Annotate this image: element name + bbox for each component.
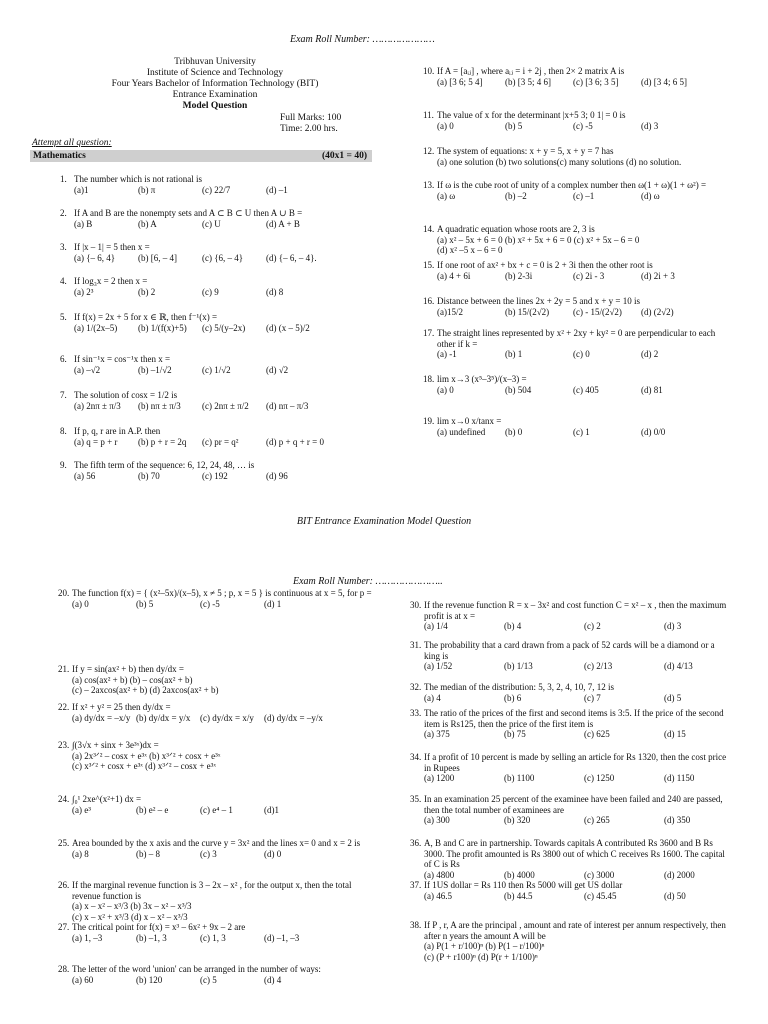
answer-option[interactable]: (a) –√2 <box>74 364 101 375</box>
answer-option[interactable]: (d) 50 <box>664 890 686 901</box>
section-bar <box>30 150 372 162</box>
question-text: Distance between the lines 2x + 2y = 5 and x + y = 10 is <box>437 296 641 306</box>
question-item <box>60 242 380 263</box>
answer-option[interactable]: (a) one solution (b) two solutions(c) many solutions (d) no solution. <box>437 156 682 167</box>
question-item <box>410 640 730 672</box>
answer-option[interactable]: (d) 1150 <box>664 773 695 784</box>
question-text: The fifth term of the sequence: 6, 12, 24, 48, … is <box>74 460 255 470</box>
question-text: If the revenue function R = x – 3x² and cost function C = x² – x , then the maximum profit is at x = <box>424 600 727 621</box>
answer-option[interactable]: (a) q = p + r <box>74 436 118 447</box>
answer-option[interactable]: (d) (2√2) <box>641 306 674 317</box>
answer-option[interactable]: (c) 2 <box>584 621 601 632</box>
question-text: If the marginal revenue function is 3 – 2x – x² , for the output x, then the total revenue function is <box>72 880 352 901</box>
question-item <box>423 416 723 437</box>
question-text: A, B and C are in partnership. Towards capitals A contributed Rs 3600 and B Rs 3000. The profit amounted is Rs 3800 out of which C receives Rs 1600. The capital of C is Rs <box>424 838 725 870</box>
answer-option[interactable]: (c) -5 <box>200 598 220 609</box>
answer-option[interactable]: (c) - 15/(2√2) <box>573 306 622 317</box>
question-item <box>60 460 380 481</box>
question-item <box>410 838 730 880</box>
answer-option[interactable]: (a) 8 <box>72 848 89 859</box>
question-number: 10. <box>423 66 435 76</box>
question-item <box>60 276 380 297</box>
question-text: If log₃x = 2 then x = <box>74 276 148 286</box>
answer-option[interactable]: (d) nπ – π/3 <box>266 400 309 411</box>
answer-option[interactable]: (b) 44.5 <box>504 890 533 901</box>
answer-option[interactable]: (c) 2nπ ± π/2 <box>202 400 249 411</box>
question-text: If p, q, r are in A.P. then <box>74 426 161 436</box>
question-item <box>58 588 378 609</box>
answer-option[interactable]: (b) 2-3i <box>505 270 533 281</box>
question-number: 8. <box>60 426 67 436</box>
question-item <box>60 354 380 375</box>
question-item <box>423 260 723 281</box>
answer-option[interactable]: (c) 3 <box>200 848 217 859</box>
question-text: A quadratic equation whose roots are 2, 3 is <box>437 224 595 234</box>
answer-option[interactable]: (d) 4/13 <box>664 661 693 672</box>
question-item <box>60 312 380 333</box>
question-item <box>410 708 730 740</box>
question-number: 35. <box>410 794 422 804</box>
header-line: Entrance Examination <box>172 90 258 100</box>
answer-option[interactable]: (a) 4 <box>424 692 441 703</box>
answer-option[interactable]: (b) 70 <box>138 470 160 481</box>
answer-option[interactable]: (c) 265 <box>584 815 610 826</box>
answer-option[interactable]: (d)1 <box>264 804 279 815</box>
question-text: If A = [aᵢⱼ] , where aᵢⱼ = i + 2j , then 2× 2 matrix A is <box>437 66 625 76</box>
question-item <box>410 880 730 901</box>
answer-option[interactable]: (d) 0 <box>264 848 282 859</box>
answer-option[interactable]: (c) 9 <box>202 286 219 297</box>
answer-option[interactable]: (c) e⁴ – 1 <box>200 804 233 815</box>
answer-option[interactable]: (d) 1 <box>264 598 282 609</box>
question-text: ∫(3√x + sinx + 3e³ˣ)dx = <box>72 740 159 750</box>
answer-option[interactable]: (d) ω <box>641 190 660 201</box>
question-number: 36. <box>410 838 422 848</box>
question-item <box>410 682 730 703</box>
answer-option[interactable]: (c) 1 <box>573 426 590 437</box>
answer-option[interactable]: (a) 2nπ ± π/3 <box>74 400 121 411</box>
question-number: 37. <box>410 880 422 890</box>
question-text: If A and B are the nonempty sets and A ⊂ B ⊂ U then A ∪ B = <box>74 208 303 218</box>
answer-option[interactable]: (b) 120 <box>136 974 163 985</box>
answer-option[interactable]: (d) 2 <box>641 349 659 360</box>
answer-option[interactable]: (a) undefined <box>437 426 486 437</box>
answer-option[interactable]: (d) 2i + 3 <box>641 270 675 281</box>
question-number: 25. <box>58 838 70 848</box>
question-text: If sin⁻¹x = cos⁻¹x then x = <box>74 354 171 364</box>
answer-option[interactable]: (a) 56 <box>74 470 96 481</box>
answer-option[interactable]: (b) – 8 <box>136 848 160 859</box>
answer-option[interactable]: (c) pr = q² <box>202 436 239 447</box>
answer-option[interactable]: (c) 5 <box>200 974 217 985</box>
answer-option[interactable]: (b) [6, – 4] <box>138 252 177 263</box>
answer-option[interactable]: (b) 4000 <box>504 869 535 880</box>
answer-option[interactable]: (b) 0 <box>505 426 523 437</box>
question-number: 6. <box>60 354 67 364</box>
answer-option[interactable]: (c) dy/dx = x/y <box>200 712 254 723</box>
answer-option[interactable]: (a) 1/(2x–5) <box>74 322 118 333</box>
question-text: If f(x) = 2x + 5 for x ∈ ℝ, then f⁻¹(x) = <box>74 312 218 322</box>
answer-option[interactable]: (b) dy/dx = y/x <box>136 712 191 723</box>
answer-option[interactable]: (a) [3 6; 5 4] <box>437 76 483 87</box>
question-item <box>58 664 378 696</box>
answer-option[interactable]: (a) 0 <box>437 120 454 131</box>
answer-option[interactable]: (a)1 <box>74 184 89 195</box>
answer-option[interactable]: (a) 4 + 6i <box>437 270 471 281</box>
answer-option[interactable]: (b) 15/(2√2) <box>505 306 550 317</box>
answer-option[interactable]: (b) 504 <box>505 384 532 395</box>
answer-option[interactable]: (b) 1100 <box>504 773 535 784</box>
question-number: 28. <box>58 964 70 974</box>
question-item <box>410 920 730 962</box>
question-text: If 1US dollar = Rs 110 then Rs 5000 will get US dollar <box>424 880 623 890</box>
answer-option[interactable]: (c) -5 <box>573 120 593 131</box>
answer-option[interactable]: (c) 1, 3 <box>200 932 226 943</box>
answer-option[interactable]: (b) p + r = 2q <box>138 436 187 447</box>
question-number: 23. <box>58 740 70 750</box>
question-text: ∫₀¹ 2xe^(x²+1) dx = <box>72 794 142 804</box>
answer-option[interactable]: (c) 1/√2 <box>202 364 231 375</box>
question-item <box>60 426 380 447</box>
header-line: Four Years Bachelor of Information Technology (BIT) <box>111 79 319 89</box>
answer-option[interactable]: (a) 1, –3 <box>72 932 103 943</box>
question-text: If one root of ax² + bx + c = 0 is 2 + 3i then the other root is <box>437 260 653 270</box>
question-number: 15. <box>423 260 435 270</box>
answer-option[interactable]: (b) π <box>138 184 156 195</box>
question-item <box>423 224 723 256</box>
answer-option[interactable]: (a) dy/dx = –x/y <box>72 712 131 723</box>
answer-option[interactable]: (c) [3 6; 3 5] <box>573 76 619 87</box>
answer-option[interactable]: (d) {– 6, – 4}. <box>266 252 317 263</box>
question-text: The probability that a card drawn from a pack of 52 cards will be a diamond or a king is <box>424 640 715 661</box>
question-number: 2. <box>60 208 67 218</box>
answer-option[interactable]: (c) 405 <box>573 384 599 395</box>
question-number: 22. <box>58 702 70 712</box>
answer-option[interactable]: (a) cos(ax² + b) (b) – cos(ax² + b) <box>72 674 193 685</box>
exam-roll-number: Exam Roll Number: ………………… <box>290 34 435 45</box>
answer-option[interactable]: (a) B <box>74 218 93 229</box>
answer-option[interactable]: (a) 2x³ᐟ² – cosx + e³ˣ (b) x³ᐟ² + cosx + e³ˣ <box>72 750 221 761</box>
question-text: The straight lines represented by x² + 2xy + ky² = 0 are perpendicular to each other if k = <box>437 328 716 349</box>
answer-option[interactable]: (c) 3000 <box>584 869 615 880</box>
answer-option[interactable]: (a) e³ <box>72 804 91 815</box>
answer-option[interactable]: (d) –1 <box>266 184 288 195</box>
answer-option[interactable]: (b) 320 <box>504 815 531 826</box>
question-item <box>423 296 723 317</box>
answer-option[interactable]: (b) –1, 3 <box>136 932 167 943</box>
question-text: The number which is not rational is <box>74 174 202 184</box>
question-number: 16. <box>423 296 435 306</box>
question-number: 19. <box>423 416 435 426</box>
answer-option[interactable]: (d) 96 <box>266 470 288 481</box>
question-text: The letter of the word 'union' can be arranged in the number of ways: <box>72 964 321 974</box>
answer-option[interactable]: (a) P(1 + r/100)ⁿ (b) P(1 – r/100)ⁿ <box>424 941 545 952</box>
question-number: 9. <box>60 460 67 470</box>
answer-option[interactable]: (b) e² – e <box>136 804 169 815</box>
question-number: 12. <box>423 146 435 156</box>
answer-option[interactable]: (b) 1 <box>505 349 523 360</box>
answer-option[interactable]: (d) 0/0 <box>641 426 666 437</box>
answer-option[interactable]: (a) 4800 <box>424 869 455 880</box>
question-item <box>423 180 723 201</box>
answer-option[interactable]: (d) 3 <box>664 621 682 632</box>
question-item <box>58 964 378 985</box>
answer-option[interactable]: (c) 1250 <box>584 773 615 784</box>
question-number: 21. <box>58 664 70 674</box>
question-number: 27. <box>58 922 70 932</box>
answer-option[interactable]: (d) 5 <box>664 692 682 703</box>
answer-option[interactable]: (b) 1/(f(x)+5) <box>138 322 187 333</box>
answer-option[interactable]: (c) 2/13 <box>584 661 613 672</box>
answer-option[interactable]: (c) 0 <box>573 349 590 360</box>
answer-option[interactable]: (a) 1/52 <box>424 661 453 672</box>
question-number: 13. <box>423 180 435 190</box>
section-marks: (40x1 = 40) <box>322 151 367 161</box>
answer-option[interactable]: (b) 5 <box>136 598 154 609</box>
question-text: If y = sin(ax² + b) then dy/dx = <box>72 664 184 674</box>
question-item <box>423 146 723 167</box>
question-text: lim x→3 (x⁵–3⁵)/(x–3) = <box>437 374 527 384</box>
question-number: 30. <box>410 600 422 610</box>
question-text: lim x→0 x/tanx = <box>437 416 502 426</box>
answer-option[interactable]: (c) (P + r100)ⁿ (d) P(r + 1/100)ⁿ <box>424 951 538 962</box>
question-number: 33. <box>410 708 422 718</box>
question-text: If x² + y² = 25 then dy/dx = <box>72 702 171 712</box>
question-item <box>58 880 378 922</box>
section-title: Mathematics <box>33 151 86 161</box>
answer-option[interactable]: (d) 2000 <box>664 869 695 880</box>
question-text: If P , r, A are the principal , amount and rate of interest per annum respectively, then after n years the amount A will be <box>424 920 726 941</box>
question-number: 14. <box>423 224 435 234</box>
answer-option[interactable]: (a) 1200 <box>424 773 455 784</box>
question-number: 20. <box>58 588 70 598</box>
question-number: 7. <box>60 390 67 400</box>
answer-option[interactable]: (b) 2 <box>138 286 156 297</box>
question-item <box>58 794 378 815</box>
page-footer: BIT Entrance Examination Model Question <box>296 516 472 527</box>
answer-option[interactable]: (d) p + q + r = 0 <box>266 436 324 447</box>
header-title: Model Question <box>182 101 248 111</box>
question-item <box>58 740 378 772</box>
question-item <box>410 794 730 826</box>
question-number: 32. <box>410 682 422 692</box>
answer-option[interactable]: (c) x³ᐟ² + cosx + e³ˣ (d) x³ᐟ² – cosx + e³ˣ <box>72 761 216 772</box>
answer-option[interactable]: (a) 46.5 <box>424 890 452 901</box>
question-text: The value of x for the determinant |x+5 3; 0 1| = 0 is <box>437 110 626 120</box>
question-item <box>60 390 380 411</box>
answer-option[interactable]: (c) x – x² + x³/3 (d) x – x² – x³/3 <box>72 911 188 922</box>
question-number: 17. <box>423 328 435 338</box>
answer-option[interactable]: (c) 45.45 <box>584 890 617 901</box>
attempt-instruction: Attempt all question: <box>32 138 112 148</box>
question-text: The function f(x) = { (x²–5x)/(x–5), x ≠ 5 ; p, x = 5 } is continuous at x = 5, for p = <box>72 588 372 598</box>
answer-option[interactable]: (c) 5/(y–2x) <box>202 322 246 333</box>
question-number: 4. <box>60 276 67 286</box>
answer-option[interactable]: (b) 6 <box>504 692 522 703</box>
answer-option[interactable]: (d) 350 <box>664 815 691 826</box>
answer-option[interactable]: (a) 60 <box>72 974 94 985</box>
answer-option[interactable]: (c) U <box>202 218 221 229</box>
answer-option[interactable]: (a) 300 <box>424 815 450 826</box>
question-item <box>410 752 730 784</box>
answer-option[interactable]: (c) 7 <box>584 692 601 703</box>
exam-roll-number-2: Exam Roll Number: ………………….. <box>293 576 443 587</box>
answer-option[interactable]: (d) A + B <box>266 218 300 229</box>
question-number: 31. <box>410 640 422 650</box>
answer-option[interactable]: (a) x – x² – x³/3 (b) 3x – x² – x³/3 <box>72 901 192 912</box>
answer-option[interactable]: (c) – 2axcos(ax² + b) (d) 2axcos(ax² + b) <box>72 685 219 696</box>
answer-option[interactable]: (a) 2³ <box>74 286 94 297</box>
question-text: The ratio of the prices of the first and second items is 3:5. If the price of the second item is Rs125, then the price of the first item is <box>424 708 724 729</box>
answer-option[interactable]: (d) 4 <box>264 974 282 985</box>
answer-option[interactable]: (a)15/2 <box>437 306 463 317</box>
answer-option[interactable]: (c) –1 <box>573 190 595 201</box>
answer-option[interactable]: (d) [3 4; 6 5] <box>641 76 687 87</box>
answer-option[interactable]: (b) –2 <box>505 190 527 201</box>
question-text: The system of equations: x + y = 5, x + y = 7 has <box>437 146 614 156</box>
question-item <box>58 702 378 723</box>
answer-option[interactable]: (d) dy/dx = –y/x <box>264 712 323 723</box>
header-line: Institute of Science and Technology <box>146 68 284 78</box>
answer-option[interactable]: (b) 1/13 <box>504 661 533 672</box>
question-number: 3. <box>60 242 67 252</box>
question-item <box>423 374 723 395</box>
answer-option[interactable]: (a) 0 <box>72 598 89 609</box>
answer-option[interactable]: (b) 4 <box>504 621 522 632</box>
answer-option[interactable]: (b) nπ ± π/3 <box>138 400 181 411</box>
answer-option[interactable]: (b) 75 <box>504 729 526 740</box>
question-item <box>410 600 730 632</box>
answer-option[interactable]: (d) 8 <box>266 286 284 297</box>
question-item <box>60 174 380 195</box>
header-line: Tribhuvan University <box>174 57 256 67</box>
question-number: 11. <box>423 110 434 120</box>
question-item <box>423 66 723 87</box>
answer-option[interactable]: (a) {– 6, 4} <box>74 252 116 263</box>
question-number: 34. <box>410 752 422 762</box>
answer-option[interactable]: (d) x² –5 x – 6 = 0 <box>437 245 503 256</box>
answer-option[interactable]: (c) 2i - 3 <box>573 270 605 281</box>
answer-option[interactable]: (a) 1/4 <box>424 621 448 632</box>
question-number: 18. <box>423 374 435 384</box>
question-text: The median of the distribution: 5, 3, 2, 4, 10, 7, 12 is <box>424 682 614 692</box>
question-text: The critical point for f(x) = x³ – 6x² + 9x – 2 are <box>72 922 246 932</box>
question-text: The solution of cosx = 1/2 is <box>74 390 178 400</box>
answer-option[interactable]: (c) 625 <box>584 729 610 740</box>
answer-option[interactable]: (c) 22/7 <box>202 184 231 195</box>
answer-option[interactable]: (c) 192 <box>202 470 228 481</box>
question-item <box>58 922 378 943</box>
institution-header <box>100 57 330 112</box>
answer-option[interactable]: (b) –1/√2 <box>138 364 172 375</box>
answer-option[interactable]: (d) √2 <box>266 364 289 375</box>
question-text: If a profit of 10 percent is made by selling an article for Rs 1320, then the cost price in Rupees <box>424 752 727 773</box>
question-text: If |x – 1| = 5 then x = <box>74 242 150 252</box>
answer-option[interactable]: (a) ω <box>437 190 456 201</box>
question-number: 24. <box>58 794 70 804</box>
answer-option[interactable]: (d) 15 <box>664 729 686 740</box>
question-item <box>60 208 380 229</box>
answer-option[interactable]: (d) 81 <box>641 384 663 395</box>
answer-option[interactable]: (a) 0 <box>437 384 454 395</box>
answer-option[interactable]: (a) x² – 5x + 6 = 0 (b) x² + 5x + 6 = 0 (c) x² + 5x – 6 = 0 <box>437 234 640 245</box>
answer-option[interactable]: (b) [3 5; 4 6] <box>505 76 551 87</box>
full-marks: Full Marks: 100 <box>280 113 342 123</box>
exam-time: Time: 2.00 hrs. <box>280 124 338 134</box>
answer-option[interactable]: (b) A <box>138 218 157 229</box>
question-item <box>58 838 378 859</box>
question-item <box>423 110 723 131</box>
question-item <box>423 328 723 360</box>
question-number: 38. <box>410 920 422 930</box>
question-text: If ω is the cube root of unity of a complex number then ω(1 + ω)(1 + ω²) = <box>437 180 707 190</box>
answer-option[interactable]: (b) 5 <box>505 120 523 131</box>
answer-option[interactable]: (d) 3 <box>641 120 659 131</box>
question-text: In an examination 25 percent of the examinee have been failed and 240 are passed, then the total number of examinees are <box>424 794 723 815</box>
question-number: 5. <box>60 312 67 322</box>
question-number: 1. <box>60 174 67 184</box>
question-number: 26. <box>58 880 70 890</box>
question-text: Area bounded by the x axis and the curve y = 3x² and the lines x= 0 and x = 2 is <box>72 838 361 848</box>
answer-option[interactable]: (c) {6, – 4} <box>202 252 244 263</box>
answer-option[interactable]: (a) 375 <box>424 729 450 740</box>
answer-option[interactable]: (d) (x – 5)/2 <box>266 322 310 333</box>
answer-option[interactable]: (a) -1 <box>437 349 457 360</box>
answer-option[interactable]: (d) –1, –3 <box>264 932 300 943</box>
